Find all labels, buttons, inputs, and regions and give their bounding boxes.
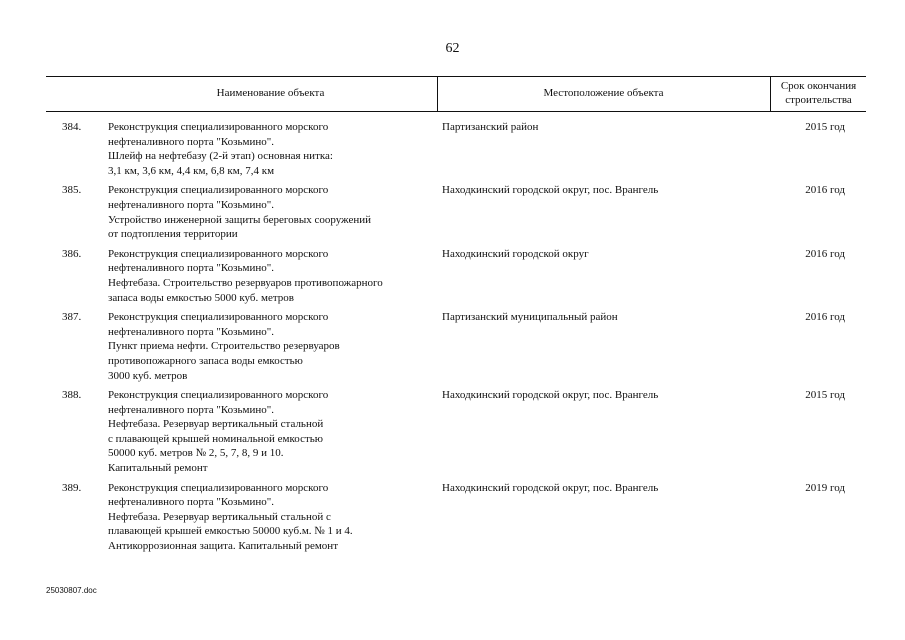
object-name-line: с плавающей крышей номинальной емкостью (108, 432, 323, 445)
table-row (0, 247, 905, 305)
object-name-line: Нефтебаза. Резервуар вертикальный стальной с (108, 510, 331, 523)
object-name-line: Пункт приема нефти. Строительство резервуаров (108, 340, 340, 353)
object-name (108, 120, 443, 178)
object-name-line: 3000 куб. метров (108, 369, 188, 382)
header-object-name: Наименование объекта (216, 87, 325, 99)
object-name-line: нефтеналивного порта "Козьмино". (108, 135, 274, 148)
object-name-line: нефтеналивного порта "Козьмино". (108, 198, 274, 211)
row-number: 386. (62, 247, 82, 260)
object-location: Находкинский городской округ, пос. Врангель (442, 389, 659, 402)
object-name-line: нефтеналивного порта "Козьмино". (108, 325, 274, 338)
completion-deadline: 2019 год (805, 481, 845, 494)
table-row (0, 310, 905, 383)
object-name (108, 481, 443, 554)
object-name (108, 183, 443, 241)
table-row (0, 481, 905, 554)
object-name-line: Реконструкция специализированного морского (108, 184, 329, 197)
object-name-line: Нефтебаза. Строительство резервуаров противопожарного (108, 276, 383, 289)
object-location: Находкинский городской округ, пос. Врангель (442, 481, 659, 494)
object-name-line: противопожарного запаса воды емкостью (108, 354, 303, 367)
object-name-line: Реконструкция специализированного морского (108, 121, 329, 133)
object-name-line: Реконструкция специализированного морского (108, 481, 329, 494)
object-name-line: нефтеналивного порта "Козьмино". (108, 403, 274, 416)
object-location: Находкинский городской округ, пос. Врангель (442, 184, 659, 197)
completion-deadline: 2016 год (805, 247, 845, 260)
header-divider (437, 77, 438, 111)
object-location: Находкинский городской округ (442, 247, 589, 260)
object-name (108, 247, 443, 305)
row-number: 389. (62, 481, 82, 494)
object-name-line: плавающей крышей емкостью 50000 куб.м. № 1 и 4. (108, 525, 353, 538)
completion-deadline: 2016 год (805, 311, 845, 324)
object-name-line: Антикоррозионная защита. Капитальный ремонт (108, 540, 338, 553)
object-name-line: 50000 куб. метров № 2, 5, 7, 8, 9 и 10. (108, 447, 284, 460)
object-location: Партизанский муниципальный район (442, 311, 618, 324)
row-number: 387. (62, 311, 82, 324)
object-name-line: запаса воды емкостью 5000 куб. метров (108, 291, 294, 304)
completion-deadline: 2015 год (805, 389, 845, 402)
completion-deadline: 2015 год (805, 121, 845, 133)
object-name-line: 3,1 км, 3,6 км, 4,4 км, 6,8 км, 7,4 км (108, 164, 275, 177)
object-name-line: Устройство инженерной защиты береговых сооружений (108, 213, 372, 226)
object-name (108, 388, 443, 476)
document-id: 25030807.doc (46, 586, 97, 595)
object-name-line: Капитальный ремонт (108, 462, 208, 475)
table-row (0, 120, 905, 178)
object-name-line: Реконструкция специализированного морского (108, 247, 329, 260)
object-name-line: нефтеналивного порта "Козьмино". (108, 496, 274, 509)
object-name (108, 310, 443, 383)
object-name-line: Шлейф на нефтебазу (2-й этап) основная нитка: (108, 150, 333, 163)
row-number: 388. (62, 389, 82, 402)
table-row (0, 183, 905, 241)
object-name-line: нефтеналивного порта "Козьмино". (108, 262, 274, 275)
header-object-location: Местоположение объекта (543, 87, 664, 99)
header-deadline (771, 79, 866, 107)
header-deadline-line1: Срок окончания (780, 80, 857, 92)
object-name-line: от подтопления территории (108, 228, 238, 241)
table-header (46, 76, 866, 112)
row-number: 384. (62, 121, 82, 133)
object-location: Партизанский район (442, 121, 539, 133)
object-name-line: Реконструкция специализированного морского (108, 311, 329, 324)
header-deadline-line2: строительства (785, 94, 852, 106)
row-number: 385. (62, 184, 82, 197)
table-body (0, 120, 905, 559)
object-name-line: Нефтебаза. Резервуар вертикальный стальной (108, 418, 324, 431)
object-name-line: Реконструкция специализированного морского (108, 389, 329, 402)
page-number: 62 (445, 41, 460, 56)
completion-deadline: 2016 год (805, 184, 845, 197)
table-row (0, 388, 905, 476)
